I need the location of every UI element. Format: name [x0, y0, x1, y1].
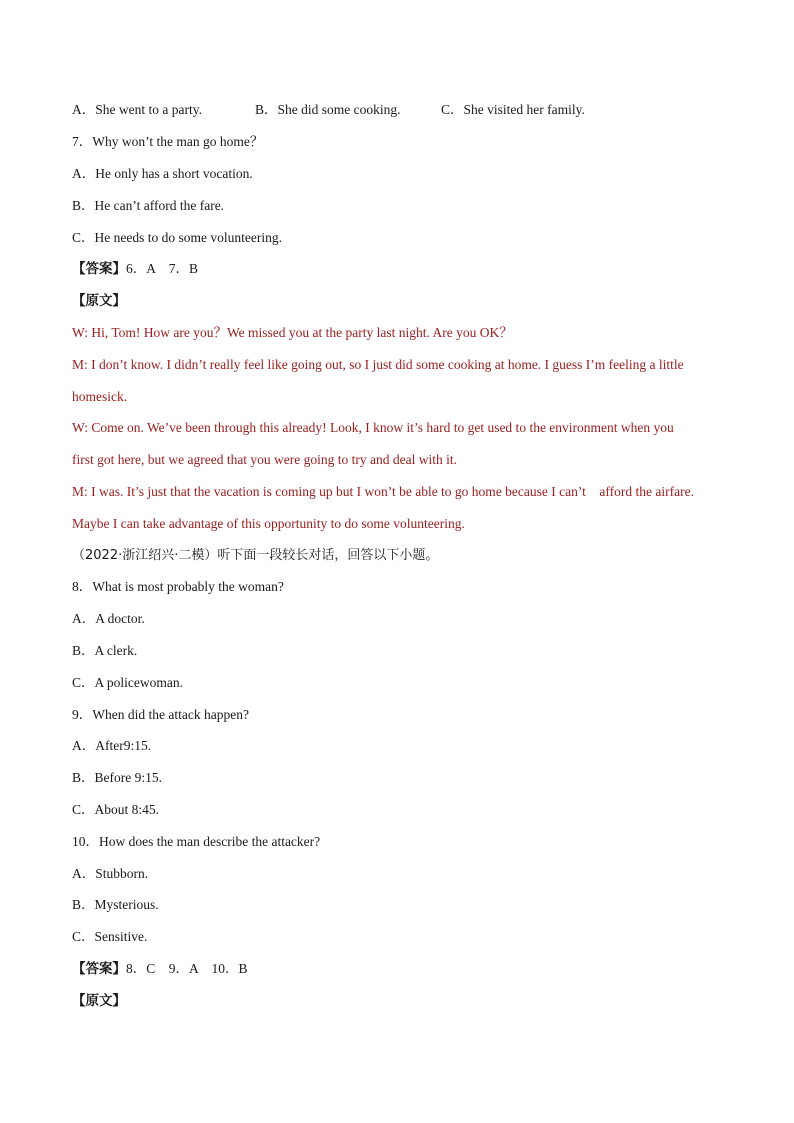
q9-option-b: B．Before 9:15. — [72, 770, 162, 785]
q6-option-c: C．She visited her family. — [441, 102, 585, 117]
answer-line-1 — [72, 260, 198, 278]
transcript-line: homesick. — [72, 389, 128, 404]
transcript-line: M: I was. It’s just that the vacation is coming up but I won’t be able to go home because I can’t afford the airfare. — [72, 484, 694, 499]
q7-option-c: C．He needs to do some volunteering. — [72, 230, 282, 245]
q7-question: 7．Why won’t the man go home？ — [72, 134, 264, 149]
q6-option-b: B．She did some cooking. — [255, 102, 401, 117]
answer-tag: 【答案】 — [72, 261, 126, 277]
q10-option-b: B．Mysterious. — [72, 897, 159, 912]
q9-option-a: A．After9:15. — [72, 738, 152, 753]
answer-text: 8．C 9．A 10．B — [126, 961, 248, 976]
section-intro: （2022·浙江绍兴·二模）听下面一段较长对话，回答以下小题。 — [72, 548, 439, 563]
q8-question: 8．What is most probably the woman? — [72, 579, 284, 594]
q8-option-a: A．A doctor. — [72, 611, 145, 626]
q8-option-c: C．A policewoman. — [72, 675, 183, 690]
answer-line-2 — [72, 960, 248, 978]
transcript-line: first got here, but we agreed that you were going to try and deal with it. — [72, 452, 458, 467]
q9-question: 9．When did the attack happen? — [72, 707, 249, 722]
q6-options-row — [72, 101, 722, 119]
q10-option-c: C．Sensitive. — [72, 929, 148, 944]
q7-option-a: A．He only has a short vocation. — [72, 166, 253, 181]
transcript-line: W: Hi, Tom! How are you？We missed you at the party last night. Are you OK？ — [72, 325, 513, 340]
q10-question: 10．How does the man describe the attacker? — [72, 834, 321, 849]
transcript-tag: 【原文】 — [72, 993, 126, 1009]
transcript-line: Maybe I can take advantage of this opportunity to do some volunteering. — [72, 516, 465, 531]
q6-option-a: A．She went to a party. — [72, 102, 202, 117]
transcript-line: W: Come on. We’ve been through this already! Look, I know it’s hard to get used to the environment when you — [72, 420, 674, 435]
transcript-tag: 【原文】 — [72, 293, 126, 309]
answer-tag: 【答案】 — [72, 961, 126, 977]
answer-text: 6．A 7．B — [126, 261, 199, 276]
transcript-line: M: I don’t know. I didn’t really feel like going out, so I just did some cooking at home. I guess I’m feeling a little — [72, 357, 684, 372]
q10-option-a: A．Stubborn. — [72, 866, 149, 881]
q8-option-b: B．A clerk. — [72, 643, 138, 658]
q9-option-c: C．About 8:45. — [72, 802, 160, 817]
q7-option-b: B．He can’t afford the fare. — [72, 198, 225, 213]
